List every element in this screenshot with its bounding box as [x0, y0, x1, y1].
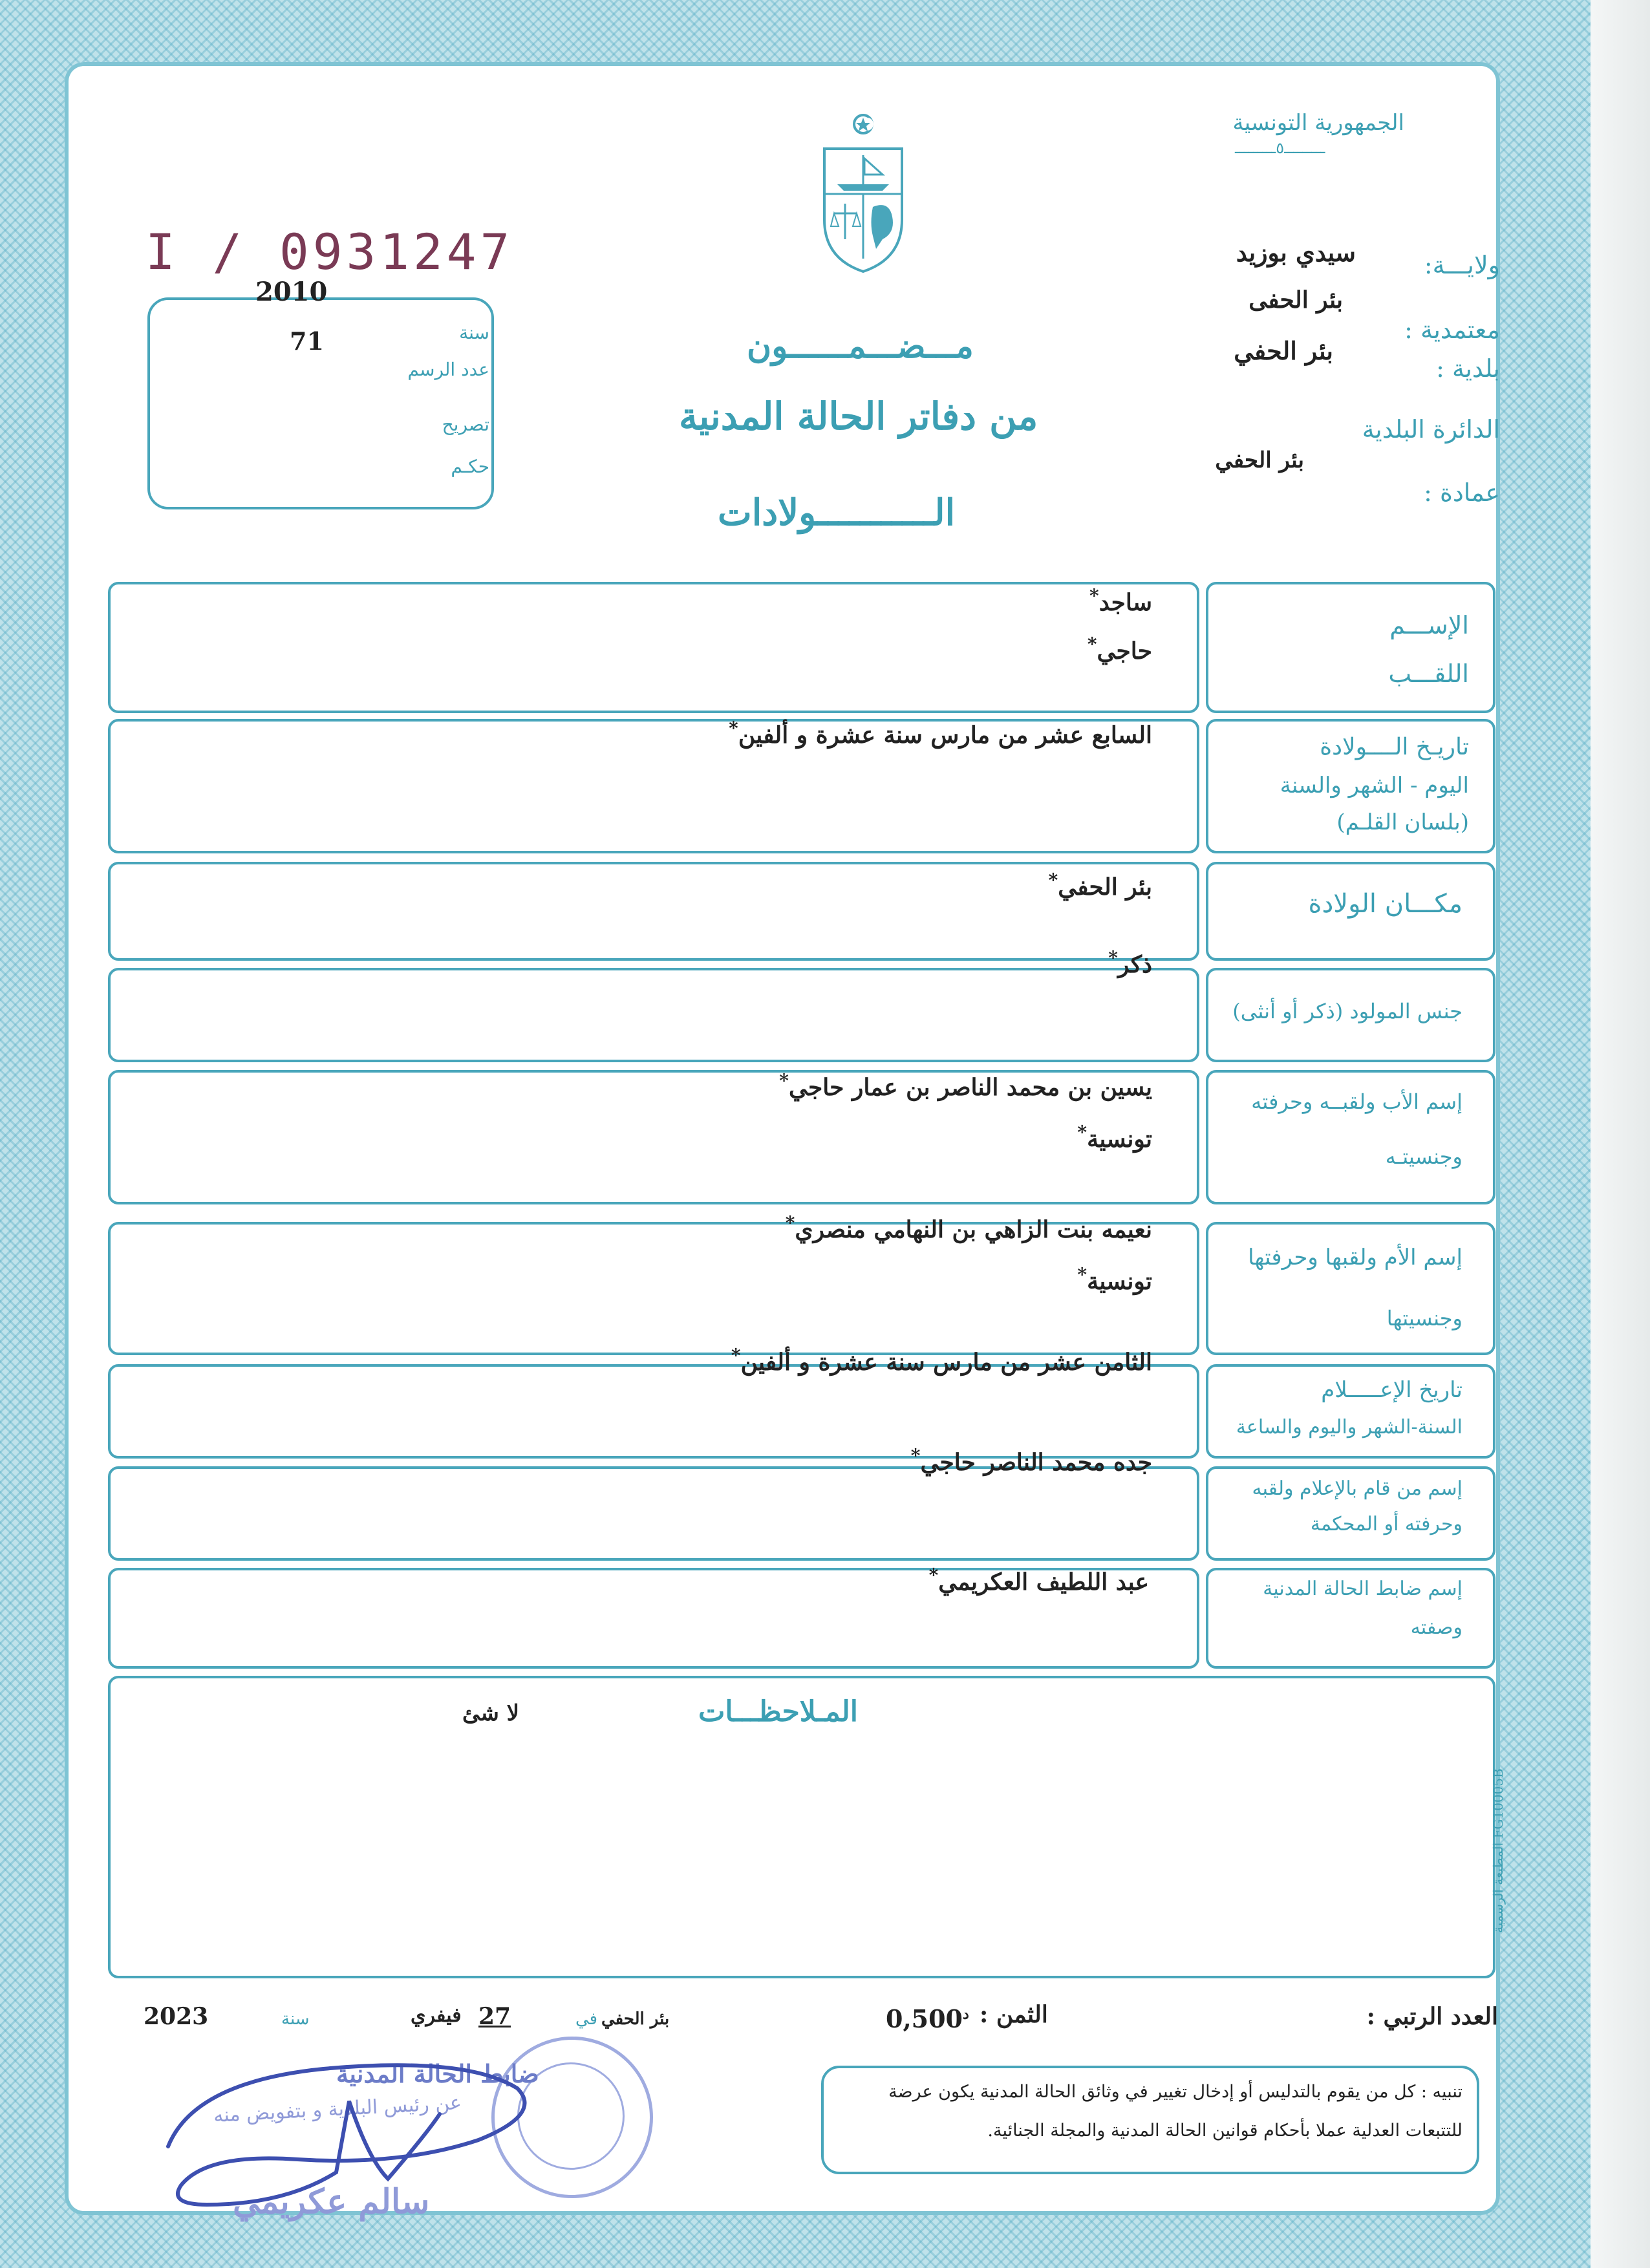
registry-year-value: 2010	[255, 277, 328, 307]
registry-declaration-label: تصريح	[442, 414, 489, 435]
footer-year-label: سنة	[281, 2009, 310, 2029]
signer-name: سالم عكريمي	[233, 2182, 430, 2221]
municipality-label: بلدية :	[1436, 354, 1500, 383]
signer-role: عن رئيس البلدية و بتفويض منه	[213, 2091, 462, 2128]
municipality-value: بئر الحفي	[1234, 336, 1333, 365]
field-value-mother: نعيمه بنت الزاهي بن النهامي منصري*	[785, 1212, 1152, 1243]
footer-place: بئر الحفي	[601, 2009, 670, 2029]
field-value-surname: حاجي*	[1087, 634, 1152, 665]
footer-year-value: 2023	[144, 2003, 209, 2030]
field-label-birthplace: مكـــان الولادة	[1308, 889, 1462, 919]
footer-serial-label: العدد الرتبي :	[1366, 2003, 1498, 2030]
field-value-registrar: عبد اللطيف العكريمي*	[928, 1565, 1149, 1596]
field-value-box-name	[108, 582, 1199, 713]
field-label-registrar: إسم ضابط الحالة المدنية	[1263, 1578, 1462, 1600]
field-label-birthdate-note: (بلسان القلـم)	[1336, 809, 1469, 835]
wilaya-value: سيدي بوزيد	[1236, 238, 1356, 267]
district-label: الدائرة البلدية	[1362, 415, 1500, 444]
field-label-declaration-date: تاريخ الإعـــــلام	[1321, 1377, 1462, 1403]
warning-line1: تنبيه : كل من يقوم بالتدليس أو إدخال تغيير في وثائق الحالة المدنية يكون عرضة	[888, 2082, 1462, 2102]
republic-mark: ـــــــــ٥ـــــــــ	[1235, 139, 1325, 157]
warning-line2: للتتبعات العدلية عملا بأحكام قوانين الحالة المدنية والمجلة الجنائية.	[987, 2121, 1462, 2141]
field-label-declarant: إسم من قام بالإعلام ولقبه	[1252, 1477, 1462, 1500]
registry-number-value: 71	[290, 326, 324, 356]
field-label-birthdate-sub: اليوم - الشهر والسنة	[1280, 773, 1469, 798]
footer-price-value: $0,500^د$	[886, 2004, 969, 2033]
field-value-birthdate: السابع عشر من مارس سنة عشرة و ألفين*	[729, 718, 1152, 749]
field-label-sex: جنس المولود (ذكر أو أنثى)	[1232, 999, 1462, 1023]
title-line1: مـــضـــمــــــون	[747, 326, 974, 366]
footer-month: فيفري	[411, 2004, 462, 2027]
field-label-registrar-sub: وصفته	[1410, 1616, 1462, 1639]
field-label-mother-nationality: وجنسيتها	[1386, 1306, 1462, 1331]
coat-of-arms-icon	[811, 110, 915, 278]
field-label-box-mother	[1206, 1222, 1495, 1355]
field-value-birthplace: بئر الحفي*	[1048, 870, 1152, 901]
delegation-label: معتمدية :	[1404, 316, 1500, 344]
field-value-father-nationality: تونسية*	[1077, 1122, 1152, 1153]
footer-price-label: الثمن :	[980, 2001, 1048, 2028]
field-label-father: إسم الأب ولقبــه وحرفته	[1251, 1089, 1462, 1114]
field-label-box-name	[1206, 582, 1495, 713]
republic-title: الجمهورية التونسية	[1232, 110, 1404, 136]
field-value-mother-nationality: تونسية*	[1077, 1264, 1152, 1295]
field-value-father: يسين بن محمد الناصر بن عمار حاجي*	[779, 1070, 1152, 1101]
field-value-sex: ذكر*	[1108, 947, 1152, 978]
footer-day: 27	[478, 2003, 511, 2030]
field-value-box-declarant	[108, 1466, 1199, 1561]
district-value: بئر الحفي	[1215, 447, 1304, 473]
field-label-declarant-sub: وحرفته أو المحكمة	[1310, 1513, 1462, 1535]
field-value-declaration-date: الثامن عشر من مارس سنة عشرة و ألفين*	[731, 1345, 1152, 1376]
remarks-label: المـلاحظـــات	[698, 1695, 859, 1728]
field-value-declarant: جده محمد الناصر حاجي*	[910, 1445, 1152, 1476]
field-label-birthdate: تاريـخ الــــولادة	[1320, 734, 1469, 760]
remarks-value: لا شئ	[462, 1700, 520, 1726]
footer-in-label: في	[575, 2009, 598, 2029]
serial-number: I / 0931247	[145, 223, 514, 281]
field-value-box-sex	[108, 968, 1199, 1062]
registry-judgment-label: حكـم	[451, 456, 489, 477]
wilaya-label: ولايـــة:	[1424, 251, 1500, 279]
field-label-mother: إسم الأم ولقبها وحرفتها	[1248, 1245, 1462, 1270]
field-label-surname: اللقـــب	[1388, 659, 1469, 688]
field-value-box-birthplace	[108, 862, 1199, 961]
field-label-declaration-date-sub: السنة-الشهر واليوم والساعة	[1236, 1416, 1462, 1439]
registry-year-label: سنة	[459, 322, 489, 343]
signer-title: ضابط الحالة المدنية	[336, 2059, 539, 2088]
field-label-name: الإســـم	[1389, 611, 1469, 639]
title-line3: الـــــــــــولادات	[718, 491, 956, 534]
delegation-value: بئر الحفى	[1248, 286, 1343, 314]
scan-edge	[1591, 0, 1650, 2268]
printer-code: المطبعة الرسمية FG10005B	[1490, 1768, 1506, 1933]
imada-label: عمادة :	[1424, 478, 1500, 507]
field-label-father-nationality: وجنسيتـه	[1385, 1144, 1462, 1169]
field-value-name: ساجد*	[1089, 585, 1152, 616]
title-line2: من دفاتر الحالة المدنية	[679, 394, 1038, 438]
registry-number-label: عدد الرسم	[407, 359, 489, 380]
